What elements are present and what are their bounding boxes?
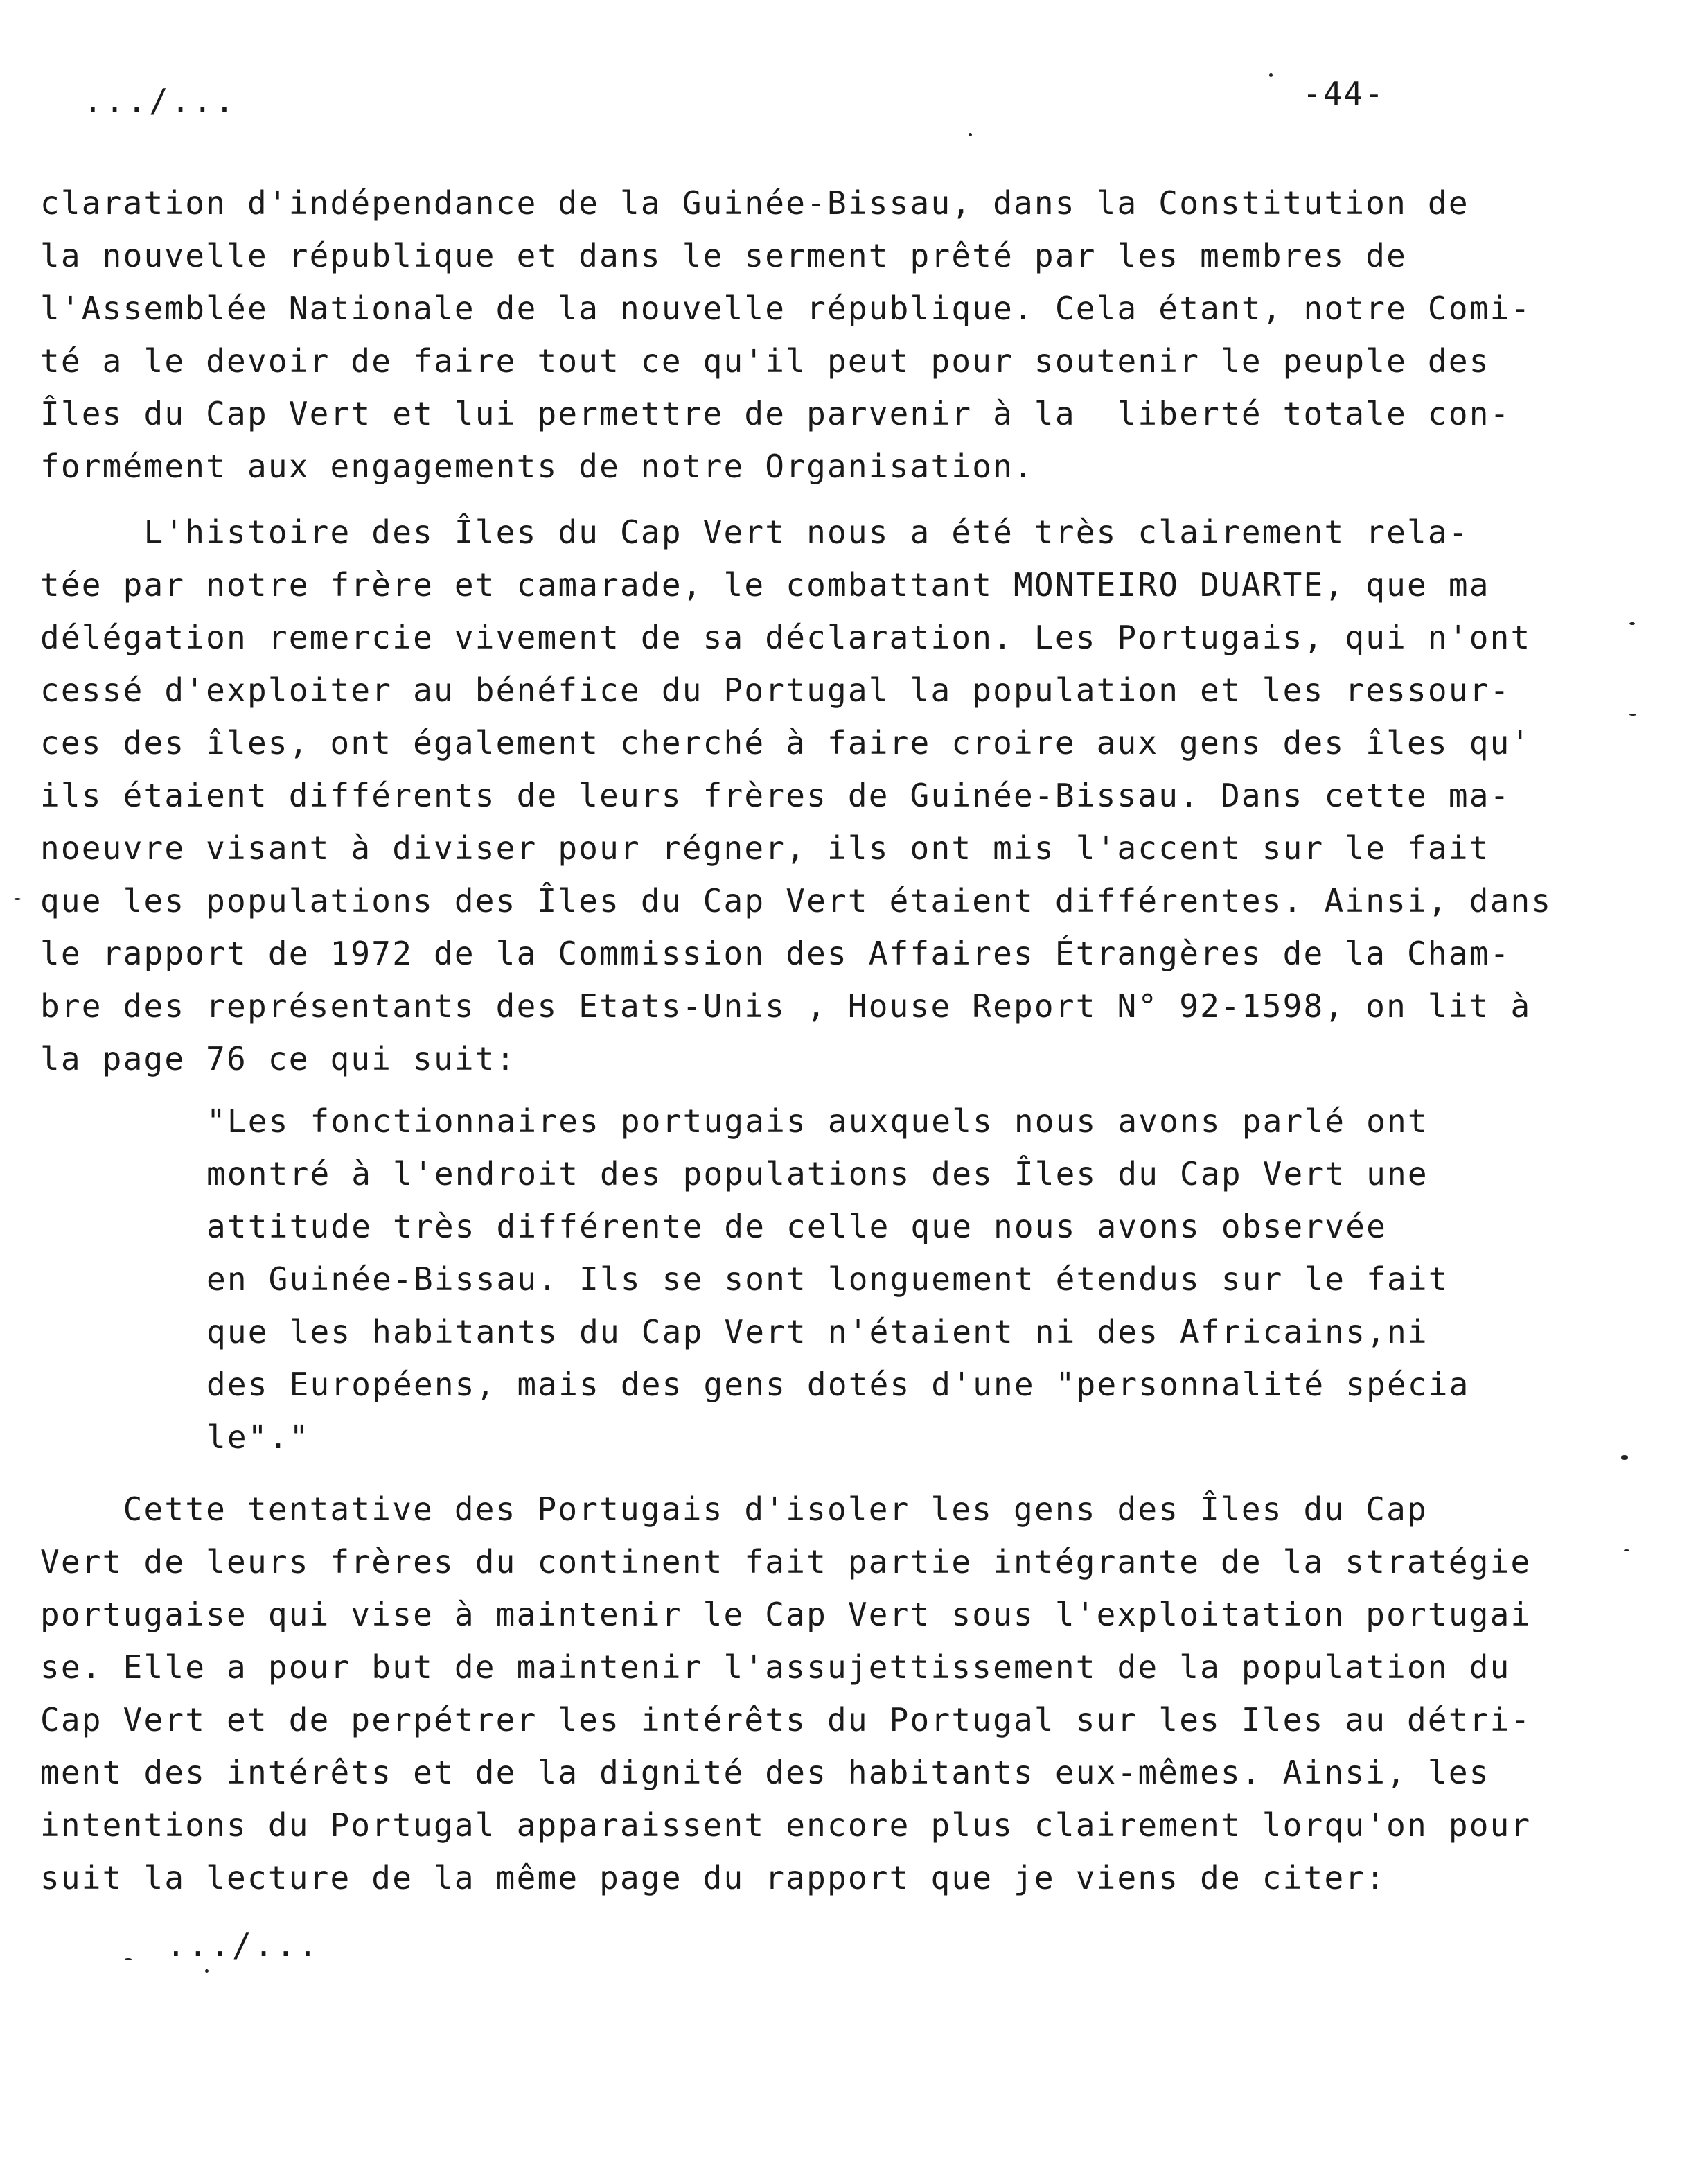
text-line: ment des intérêts et de la dignité des habitants eux-mêmes. Ainsi, les bbox=[40, 1754, 1490, 1791]
scan-speck bbox=[205, 1969, 209, 1973]
quote-line: attitude très différente de celle que nous avons observée bbox=[206, 1208, 1387, 1245]
text-line: L'histoire des Îles du Cap Vert nous a été très clairement rela- bbox=[40, 513, 1469, 551]
text-line: portugaise qui vise à maintenir le Cap Vert sous l'exploitation portugai bbox=[40, 1596, 1532, 1633]
quote-line: en Guinée-Bissau. Ils se sont longuement étendus sur le fait bbox=[206, 1260, 1449, 1298]
text-line: suit la lecture de la même page du rapport que je viens de citer: bbox=[40, 1859, 1387, 1896]
text-line: la page 76 ce qui suit: bbox=[40, 1040, 517, 1077]
text-line: que les populations des Îles du Cap Vert étaient différentes. Ainsi, dans bbox=[40, 882, 1553, 919]
text-line: ces des îles, ont également cherché à faire croire aux gens des îles qu' bbox=[40, 724, 1532, 761]
scan-speck bbox=[1269, 73, 1273, 77]
text-line: l'Assemblée Nationale de la nouvelle république. Cela étant, notre Comi- bbox=[40, 290, 1532, 327]
quote-line: "Les fonctionnaires portugais auxquels nous avons parlé ont bbox=[206, 1102, 1429, 1140]
quote-line: le"." bbox=[206, 1418, 310, 1456]
text-line: Vert de leurs frères du continent fait partie intégrante de la stratégie bbox=[40, 1543, 1532, 1580]
scan-speck bbox=[1629, 622, 1635, 625]
scan-speck bbox=[1624, 1549, 1629, 1551]
paragraph-3 bbox=[40, 1483, 1537, 1904]
text-line: Cap Vert et de perpétrer les intérêts du Portugal sur les Iles au détri- bbox=[40, 1701, 1532, 1738]
scan-speck bbox=[125, 1958, 132, 1960]
text-line: tée par notre frère et camarade, le combattant MONTEIRO DUARTE, que ma bbox=[40, 566, 1490, 604]
text-line: Cette tentative des Portugais d'isoler les gens des Îles du Cap bbox=[40, 1490, 1428, 1528]
paragraph-2 bbox=[40, 506, 1553, 1085]
continuation-mark-bottom: .../... bbox=[166, 1926, 320, 1964]
scan-speck bbox=[14, 898, 21, 900]
scan-speck bbox=[1629, 714, 1636, 716]
paragraph-1 bbox=[40, 177, 1537, 493]
text-line: le rapport de 1972 de la Commission des Affaires Étrangères de la Cham- bbox=[40, 935, 1511, 972]
text-line: intentions du Portugal apparaissent encore plus clairement lorqu'on pour bbox=[40, 1806, 1532, 1844]
block-quote bbox=[206, 1095, 1523, 1463]
text-line: cessé d'exploiter au bénéfice du Portugal la population et les ressour- bbox=[40, 671, 1511, 709]
text-line: noeuvre visant à diviser pour régner, ils ont mis l'accent sur le fait bbox=[40, 829, 1490, 867]
text-line: la nouvelle république et dans le serment prêté par les membres de bbox=[40, 237, 1408, 274]
text-line: bre des représentants des Etats-Unis , House Report N° 92-1598, on lit à bbox=[40, 987, 1532, 1025]
text-line: formément aux engagements de notre Organisation. bbox=[40, 448, 1034, 485]
text-line: délégation remercie vivement de sa déclaration. Les Portugais, qui n'ont bbox=[40, 619, 1532, 656]
continuation-mark-top: .../... bbox=[83, 82, 237, 119]
quote-line: des Européens, mais des gens dotés d'une "personnalité spécia bbox=[206, 1366, 1470, 1403]
text-line: se. Elle a pour but de maintenir l'assujettissement de la population du bbox=[40, 1648, 1511, 1686]
page-number: -44- bbox=[1302, 75, 1385, 112]
text-line: ils étaient différents de leurs frères de Guinée-Bissau. Dans cette ma- bbox=[40, 777, 1511, 814]
text-line: té a le devoir de faire tout ce qu'il peut pour soutenir le peuple des bbox=[40, 342, 1490, 380]
quote-line: que les habitants du Cap Vert n'étaient ni des Africains,ni bbox=[206, 1313, 1429, 1350]
scan-speck bbox=[1621, 1455, 1628, 1460]
scan-speck bbox=[969, 133, 972, 136]
text-line: Îles du Cap Vert et lui permettre de parvenir à la liberté totale con- bbox=[40, 395, 1511, 432]
text-line: claration d'indépendance de la Guinée-Bissau, dans la Constitution de bbox=[40, 184, 1469, 222]
quote-line: montré à l'endroit des populations des Îles du Cap Vert une bbox=[206, 1155, 1429, 1192]
